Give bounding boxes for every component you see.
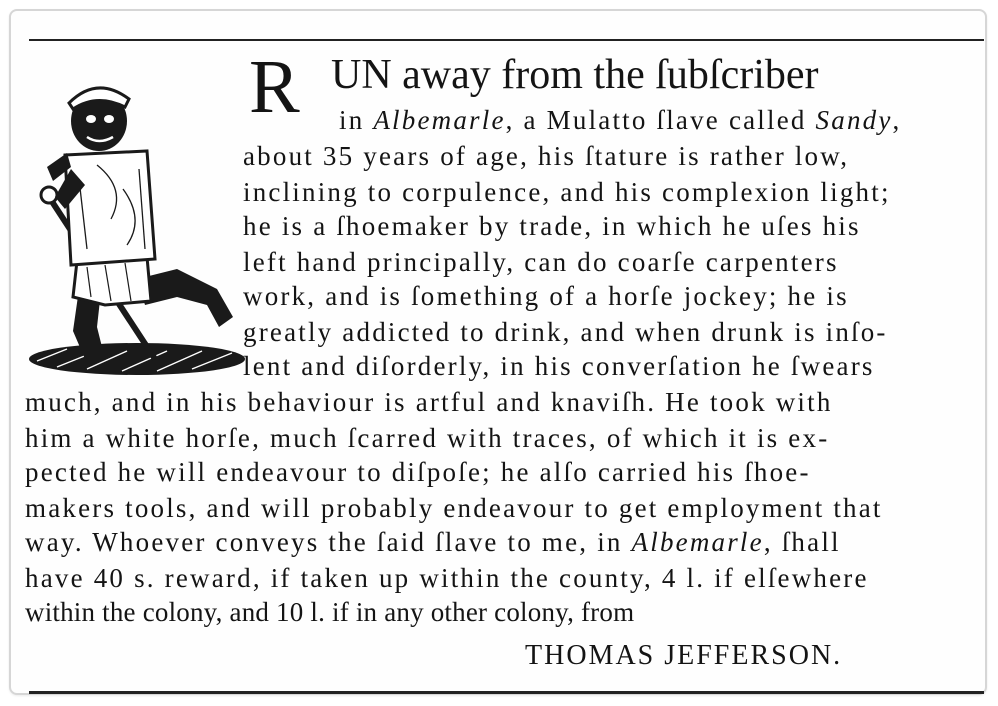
body-line: left hand principally, can do coarſe carpenters (243, 247, 839, 277)
body-line: much, and in his behaviour is artful and knaviſh. He took with (25, 387, 833, 417)
body-line: have 40 s. reward, if taken up within the county, 4 l. if elſewhere (25, 563, 869, 593)
body-line: greatly addicted to drink, and when drunk is inſo- (243, 317, 888, 347)
body-line: lent and diſorderly, in his converſation he ſwears (243, 351, 875, 381)
body-line: way. Whoever conveys the ſaid ſlave to me, in Albemarle, ſhall (25, 527, 841, 557)
advertisement-frame (9, 9, 987, 695)
bottom-rule (29, 691, 984, 694)
drop-cap: R (249, 45, 300, 129)
body-line: he is a ſhoemaker by trade, in which he uſes his (243, 211, 861, 241)
body-line: in Albemarle, a Mulatto ſlave called Sandy, (339, 105, 902, 135)
body-line: pected he will endeavour to diſpoſe; he alſo carried his ſhoe- (25, 457, 811, 487)
body-line: work, and is ſomething of a horſe jockey; he is (243, 281, 849, 311)
body-line: him a white horſe, much ſcarred with traces, of which it is ex- (25, 423, 830, 453)
headline: UN away from the ſubſcriber (331, 52, 819, 98)
runaway-figure-woodcut-icon (27, 69, 247, 381)
body-line: within the colony, and 10 l. if in any other colony, from (25, 597, 635, 627)
signature: THOMAS JEFFERSON. (525, 640, 843, 671)
body-line: about 35 years of age, his ſtature is rather low, (243, 141, 850, 171)
body-line: inclining to corpulence, and his complexion light; (243, 177, 891, 207)
top-rule (29, 39, 984, 41)
body-line: makers tools, and will probably endeavour to get employment that (25, 493, 883, 523)
